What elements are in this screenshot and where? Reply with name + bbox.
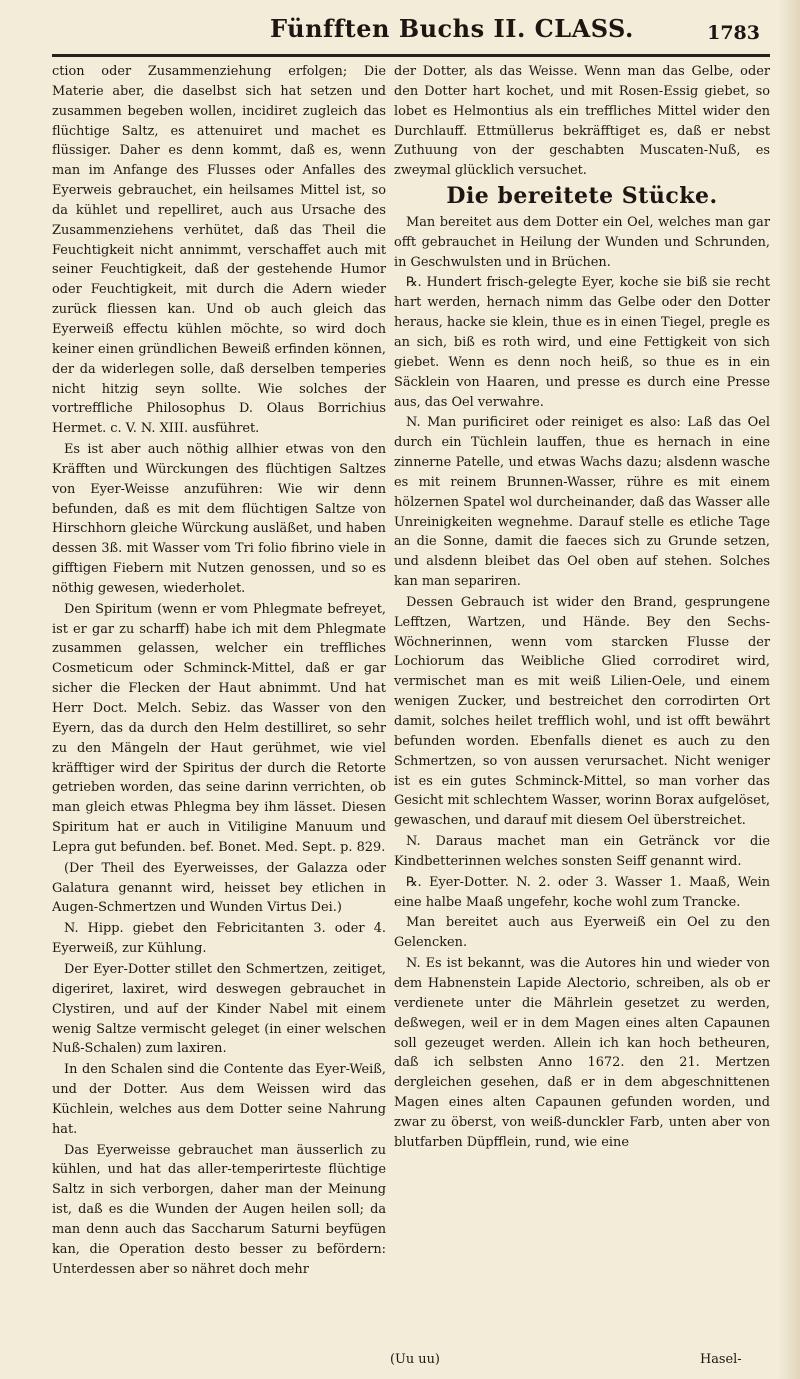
page-edge-shading [778,0,800,1379]
paragraph: Den Spiritum (wenn er vom Phlegmate befreyet, ist er gar zu scharff) habe ich mit dem Phlegmate zusammen gelassen, welcher ein treffliches Cosmeticum oder Schminck-Mittel, daß er gar sicher die Flecken der Haut abnimmt. Und hat Herr Doct. Melch. Sebiz. das Wasser von den Eyern, das da durch den Helm destilliret, so sehr zu den Mängeln der Haut gerühmet, wie viel kräfftiger wird der Spiritus der durch die Retorte getrieben worden, das seine darinn verrichten, ob man gleich etwas Phlegma bey ihm lässet. Diesen Spiritum hat er auch in Vitiligine Manuum und Lepra gut befunden. bef. Bonet. Med. Sept. p. 829. [52,601,386,855]
paragraph: (Der Theil des Eyerweisses, der Galazza oder Galatura genannt wird, heisset bey etlichen in Augen-Schmertzen und Wunden Virtus Dei.) [52,860,386,916]
catchword: Hasel- [700,1352,742,1367]
paragraph: ction oder Zusammenziehung erfolgen; Die Materie aber, die daselbst sich hat setzen und zusammen begeben wollen, incidiret zugleich das flüchtige Saltz, es attenuiret und machet es flüssiger. Daher es denn kommt, daß es, wenn man im Anfange des Flusses oder Anfalles des Eyerweis gebrauchet, ein heilsames Mittel ist, so da kühlet und repelliret, auch aus Ursache des Zusammenziehens verhütet, daß das Theil die Feuchtigkeit nicht annimmt, verschaffet auch mit seiner Feuchtigkeit, daß der gestehende Humor oder Feuchtigkeit, mit durch die Adern wieder zurück fliessen kan. Und ob auch gleich das Eyerweiß effectu kühlen möchte, so wird doch keiner einen gründlichen Beweiß erfinden können, der da widerlegen solle, daß derselben temperies nicht hitzig seyn sollte. Wie solches der vortreffliche Philosophus D. Olaus Borrichius Hermet. c. V. N. XIII. ausführet. [52,64,386,437]
paragraph: N. Daraus machet man ein Getränck vor die Kindbetterinnen welches sonsten Seiff genannt wird. [394,834,770,869]
paragraph: Man bereitet auch aus Eyerweiß ein Oel zu den Gelencken. [394,915,770,951]
paragraph: N. Es ist bekannt, was die Autores hin und wieder von dem Habnenstein Lapide Alectorio, schreiben, als ob er verdienete unter die Mährlein gesetzet zu werden, deßwegen, weil er in dem Magen eines alten Capaunen soll gezeuget werden. Allein ich kan hoch betheuren, daß ich selbsten Anno 1672. den 21. Mertzen dergleichen gesehen, daß er in dem abgeschnittenen Magen eines alten Capaunen gefunden worden, und zwar zu öberst, von weiß-dunckler Farb, unten aber von blutfarben Düpfflein, rund, wie eine [394,956,770,1150]
left-column [52,62,386,1280]
paragraph: Der Eyer-Dotter stillet den Schmertzen, zeitiget, digeriret, laxiret, wird deswegen gebrauchet in Clystiren, und auf der Kinder Nabel mit einem wenig Saltze vermischt geleget (in einer welschen Nuß-Schalen) zum laxiren. [52,961,386,1057]
paragraph: ℞. Hundert frisch-gelegte Eyer, koche sie biß sie recht hart werden, hernach nimm das Gelbe oder den Dotter heraus, hacke sie klein, thue es in einen Tiegel, pregle es an sich, biß es roth wird, und eine Fettigkeit von sich giebet. Wenn es denn noch heiß, so thue es in ein Säcklein von Haaren, und presse es durch eine Presse aus, das Oel verwahre. [394,275,770,410]
paragraph: ℞. Eyer-Dotter. N. 2. oder 3. Wasser 1. Maaß, Wein eine halbe Maaß ungefehr, koche wohl zum Trancke. [394,874,770,910]
paragraph: Das Eyerweisse gebrauchet man äusserlich zu kühlen, und hat das aller-temperirteste flüchtige Saltz in sich verborgen, daher man der Meinung ist, daß es die Wunden der Augen heilen soll; da man denn auch das Saccharum Saturni beyfügen kan, die Operation desto besser zu befördern: Unterdessen aber so nähret doch mehr [52,1142,386,1277]
running-title: Fünfften Buchs II. CLASS. [270,14,634,43]
page-number: 1783 [707,22,760,44]
paragraph: N. Hipp. giebet den Febricitanten 3. oder 4. Eyerweiß, zur Kühlung. [52,921,386,957]
signature-mark: (Uu uu) [390,1352,440,1367]
header-rule [52,54,770,57]
paragraph: der Dotter, als das Weisse. Wenn man das Gelbe, oder den Dotter hart kochet, und mit Rosen-Essig giebet, so lobet es Helmontius als ein treffliches Mittel wider den Durchlauff. Ettmüllerus bekräfftiget es, daß er nebst Zuthuung von der geschabten Muscaten-Nuß, es zweymal glücklich versuchet. [394,64,770,179]
section-heading: Die bereitete Stücke. [446,183,718,210]
paragraph: In den Schalen sind die Contente das Eyer-Weiß, und der Dotter. Aus dem Weissen wird das Küchlein, welches aus dem Dotter seine Nahrung hat. [52,1062,386,1137]
right-column [394,62,770,1154]
paragraph: N. Man purificiret oder reiniget es also: Laß das Oel durch ein Tüchlein lauffen, thue es hernach in eine zinnerne Patelle, und etwas Wachs dazu; alsdenn wasche es mit reinem Brunnen-Wasser, rühre es mit einem hölzernen Spatel wol durcheinander, daß das Wasser alle Unreinigkeiten wegnehme. Darauf stelle es etliche Tage an die Sonne, damit die faeces sich zu Grunde setzen, und alsdenn bleibet das Oel oben auf stehen. Solches kan man separiren. [394,415,770,590]
paragraph: Dessen Gebrauch ist wider den Brand, gesprungene Lefftzen, Wartzen, und Hände. Bey den Sechs-Wöchnerinnen, wenn vom starcken Flusse der Lochiorum das Weibliche Glied corrodiret wird, vermischet man es mit weiß Lilien-Oele, und einem wenigen Zucker, und bestreichet den corrodirten Ort damit, solches heilet trefflich wohl, und ist offt bewährt befunden worden. Ebenfalls dienet es auch zu den Schmertzen, so von aussen verursachet. Nicht weniger ist es ein gutes Schminck-Mittel, so man vorher das Gesicht mit schlechtem Wasser, worinn Borax aufgelöset, gewaschen, und darauf mit diesem Oel überstreichet. [394,594,770,829]
page-header [0,0,800,56]
paragraph: Man bereitet aus dem Dotter ein Oel, welches man gar offt gebrauchet in Heilung der Wunden und Schrunden, in Geschwulsten und in Brüchen. [394,214,770,270]
paragraph: Es ist aber auch nöthig allhier etwas von den Kräfften und Würckungen des flüchtigen Saltzes von Eyer-Weisse anzuführen: Wie wir denn befunden, daß es mit dem flüchtigen Saltze von Hirschhorn gleiche Würckung ausläßet, und haben dessen 3ß. mit Wasser vom Tri folio fibrino viele in gifftigen Fiebern mit Nutzen genossen, und so es nöthig gewesen, wiederholet. [52,442,386,596]
